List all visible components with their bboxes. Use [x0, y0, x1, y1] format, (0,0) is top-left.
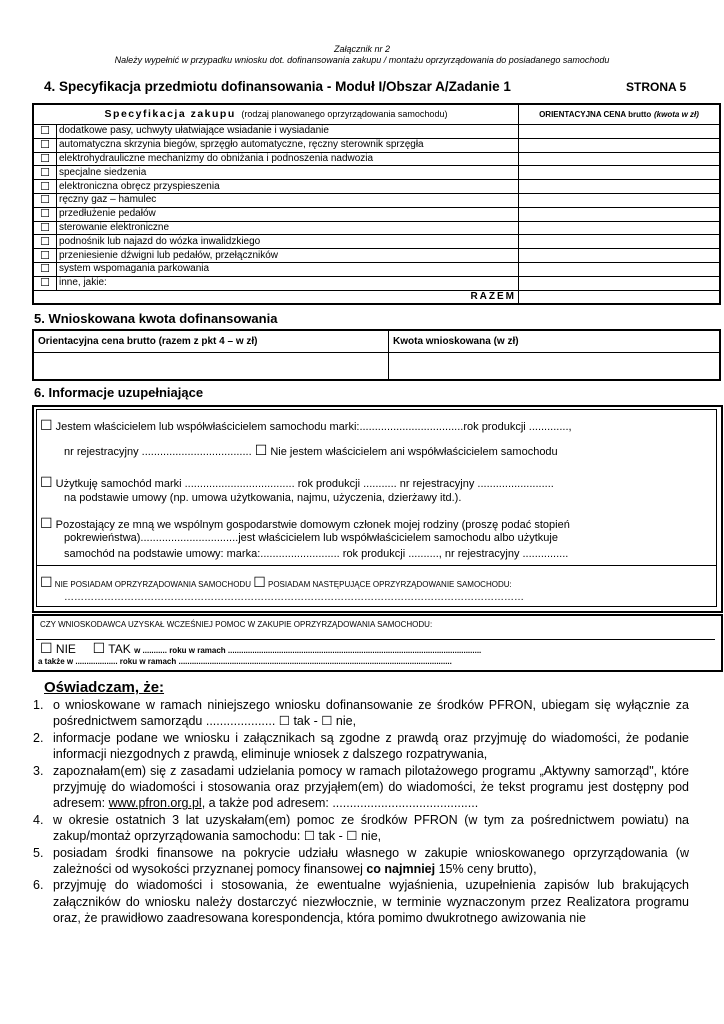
spec-row [33, 276, 720, 290]
spec-price-cell[interactable] [519, 276, 721, 290]
total-label: RAZEM [33, 290, 519, 304]
user-checkbox[interactable]: ☐ [40, 474, 53, 490]
spec-price-cell[interactable] [519, 207, 721, 221]
requested-amount-cell[interactable] [389, 352, 721, 380]
spec-price-cell[interactable] [519, 193, 721, 207]
spec-price-cell[interactable] [519, 262, 721, 276]
pfron-link[interactable]: www.pfron.org.pl [108, 796, 202, 811]
spec-price-cell[interactable] [519, 221, 721, 235]
spec-row [33, 221, 720, 235]
spec-item-label: elektrohydrauliczne mechanizmy do obniżania i podnoszenia nadwozia [57, 152, 519, 166]
declaration-item: 2. informacje podane we wniosku i załącznikach są zgodne z prawdą oraz przyjmuję do wiadomości, że podanie informacji niezgodnych z prawdą, eliminuje wniosek z dalszego rozpatrywania, [33, 730, 689, 762]
equipment-dotted-line[interactable]: ………………………………………………………………………………………………………………………… [64, 592, 524, 603]
no-equipment-checkbox[interactable]: ☐ [40, 574, 53, 590]
no-equipment-label: NIE POSIADAM OPRZYRZĄDOWANIA SAMOCHODU [54, 580, 251, 589]
spec-row [33, 207, 720, 221]
spec-row [33, 180, 720, 194]
section5-title: 5. Wnioskowana kwota dofinansowania [34, 311, 278, 326]
page-number: STRONA 5 [626, 80, 687, 94]
divider [36, 565, 717, 566]
declaration-title: Oświadczam, że: [44, 679, 165, 696]
spec-checkbox[interactable]: ☐ [33, 166, 57, 180]
spec-item-label: przedłużenie pedałów [57, 207, 519, 221]
prior-help-yes-label: TAK [108, 642, 131, 656]
prior-help-no-checkbox[interactable]: ☐ [40, 640, 53, 656]
spec-row [33, 152, 720, 166]
section4-title: 4. Specyfikacja przedmiotu dofinansowania - Moduł I/Obszar A/Zadanie 1 [44, 79, 511, 94]
spec-checkbox[interactable]: ☐ [33, 262, 57, 276]
spec-item-label: dodatkowe pasy, uchwyty ułatwiające wsiadanie i wysiadanie [57, 125, 519, 139]
family-line-1: Pozostający ze mną we wspólnym gospodarstwie domowym członek mojej rodziny (proszę podać stopień [55, 519, 570, 531]
user-line: Użytkuję samochód marki .................................... rok produkcji ........... nr rejestracyjny ......................... [55, 478, 554, 490]
spec-row [33, 235, 720, 249]
spec-subtitle: (rodzaj planowanego oprzyrządowania samochodu) [241, 109, 448, 119]
requested-amount-header: Kwota wnioskowana (w zł) [389, 330, 721, 352]
spec-price-cell[interactable] [519, 249, 721, 263]
not-owner-line: Nie jestem właścicielem ani współwłaścicielem samochodu [270, 446, 558, 458]
spec-title: Specyfikacja zakupu [104, 108, 236, 120]
spec-row [33, 166, 720, 180]
spec-checkbox[interactable]: ☐ [33, 276, 57, 290]
not-owner-checkbox[interactable]: ☐ [254, 442, 268, 458]
prior-help-yes-checkbox[interactable]: ☐ [92, 640, 106, 656]
has-equipment-checkbox[interactable]: ☐ [253, 574, 266, 590]
spec-row [33, 193, 720, 207]
declaration-item: 5. posiadam środki finansowe na pokrycie udziału własnego w zakupie wnioskowanego oprzyrządowania (w zależności od wysokości przyznanej pomocy finansowej co najmniej 15% ceny brutto), [33, 845, 689, 877]
registration-line: nr rejestracyjny .................................... [64, 446, 252, 458]
spec-item-label: system wspomagania parkowania [57, 262, 519, 276]
spec-item-label: inne, jakie: [57, 276, 519, 290]
spec-checkbox[interactable]: ☐ [33, 138, 57, 152]
spec-checkbox[interactable]: ☐ [33, 221, 57, 235]
spec-item-label: podnośnik lub najazd do wózka inwalidzkiego [57, 235, 519, 249]
prior-help-question: CZY WNIOSKODAWCA UZYSKAŁ WCZEŚNIEJ POMOC W ZAKUPIE OPRZYRZĄDOWANIA SAMOCHODU: [40, 620, 433, 629]
spec-checkbox[interactable]: ☐ [33, 193, 57, 207]
spec-price-cell[interactable] [519, 180, 721, 194]
contract-line: na podstawie umowy (np. umowa użytkowania, najmu, użyczenia, dzierżawy itd.). [64, 492, 462, 504]
spec-row [33, 138, 720, 152]
prior-help-also-line: a także w ................... roku w ramach ........................................................................................................................... [38, 657, 452, 666]
amount-table [32, 329, 721, 381]
attachment-number: Załącznik nr 2 [333, 44, 391, 54]
estimated-price-cell[interactable] [33, 352, 389, 380]
spec-item-label: specjalne siedzenia [57, 166, 519, 180]
owner-line: Jestem właścicielem lub współwłaścicielem samochodu marki:..................................rok produkcji ............., [55, 421, 572, 433]
price-header: ORIENTACYJNA CENA brutto [539, 109, 652, 119]
spec-item-label: ręczny gaz – hamulec [57, 193, 519, 207]
spec-row [33, 249, 720, 263]
spec-checkbox[interactable]: ☐ [33, 207, 57, 221]
spec-price-cell[interactable] [519, 166, 721, 180]
spec-item-label: elektroniczna obręcz przyspieszenia [57, 180, 519, 194]
spec-checkbox[interactable]: ☐ [33, 125, 57, 139]
spec-row [33, 262, 720, 276]
spec-item-label: sterowanie elektroniczne [57, 221, 519, 235]
declaration-list [33, 697, 689, 927]
family-checkbox[interactable]: ☐ [40, 515, 53, 531]
estimated-price-header: Orientacyjna cena brutto (razem z pkt 4 – w zł) [33, 330, 389, 352]
spec-checkbox[interactable]: ☐ [33, 235, 57, 249]
prior-help-no-label: NIE [55, 642, 76, 656]
spec-checkbox[interactable]: ☐ [33, 249, 57, 263]
spec-checkbox[interactable]: ☐ [33, 180, 57, 194]
declaration-item: 1. o wnioskowane w ramach niniejszego wniosku dofinansowanie ze środków PFRON, ubiegam się wyłącznie za pośrednictwem samorządu .................... ☐ tak - ☐ nie, [33, 698, 689, 729]
declaration-item: 6. przyjmuję do wiadomości i stosowania, że ewentualne wyjaśnienia, uzupełnienia zapisów lub brakujących załączników do wniosku należy dostarczyć niezwłocznie, w terminie wyznaczonym przez Realizatora programu oraz, że prawidłowo zaadresowana korespondencja, która pomimo dwukrotnego awizowania nie [33, 878, 689, 926]
spec-price-cell[interactable] [519, 125, 721, 139]
spec-item-label: automatyczna skrzynia biegów, sprzęgło automatyczne, ręczny sterownik sprzęgła [57, 138, 519, 152]
owner-checkbox[interactable]: ☐ [40, 417, 53, 433]
declaration-item: 4. w okresie ostatnich 3 lat uzyskałam(em) pomoc ze środków PFRON (w tym za pośrednictwem powiatu) na zakup/montaż oprzyrządowania samochodu: ☐ tak - ☐ nie, [33, 812, 689, 844]
family-line-2: pokrewieństwa)................................jest właścicielem lub współwłaścicielem samochodu albo użytkuje [64, 532, 558, 544]
has-equipment-label: POSIADAM NASTĘPUJĄCE OPRZYRZĄDOWANIE SAMOCHODU: [268, 580, 512, 589]
total-price-cell[interactable] [519, 290, 721, 304]
specification-table [32, 103, 721, 305]
prior-help-year-line: w ........... roku w ramach .................................................................................................................. [134, 646, 482, 655]
family-line-3: samochód na podstawie umowy: marka:.......................... rok produkcji .........., nr rejestracyjny ............... [64, 548, 569, 560]
spec-checkbox[interactable]: ☐ [33, 152, 57, 166]
spec-price-cell[interactable] [519, 235, 721, 249]
spec-row [33, 125, 720, 139]
spec-price-cell[interactable] [519, 138, 721, 152]
price-header-unit: (kwota w zł) [654, 109, 699, 119]
section6-title: 6. Informacje uzupełniające [34, 385, 204, 400]
header-note: Należy wypełnić w przypadku wniosku dot. dofinansowania zakupu / montażu oprzyrządowania do posiadanego samochodu [114, 55, 610, 65]
spec-item-label: przeniesienie dźwigni lub pedałów, przełączników [57, 249, 519, 263]
spec-price-cell[interactable] [519, 152, 721, 166]
declaration-item: 3. zapoznałam(em) się z zasadami udzielania pomocy w ramach pilotażowego programu „Aktywny samorząd", które przyjmuję do wiadomości i stosowania oraz przyjąłem(em) do wiadomości, że tekst programu jest dostępny pod adresem: www.pfron.org.pl, a także pod adresem: .......................................... [33, 763, 689, 811]
